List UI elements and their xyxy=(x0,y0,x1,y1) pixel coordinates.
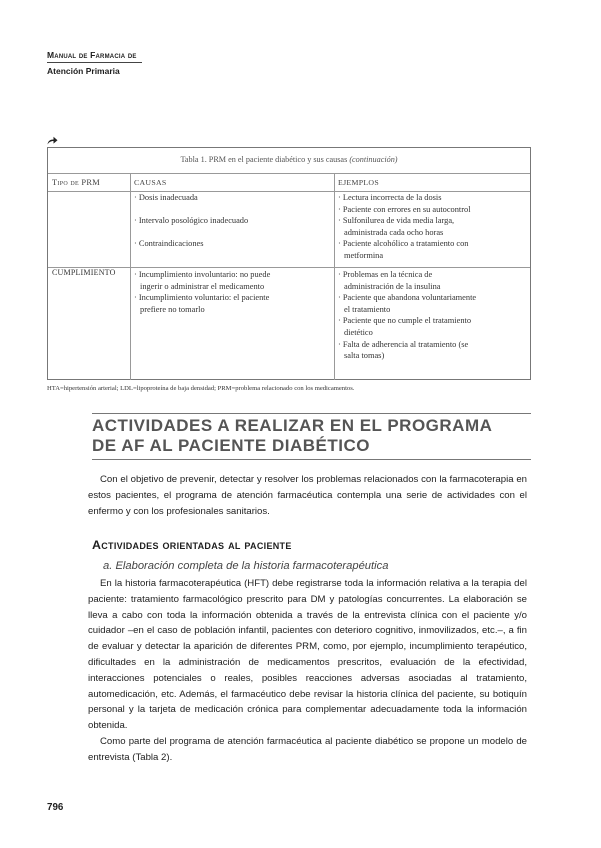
subsection-subtitle: a. Elaboración completa de la historia farmacoterapéutica xyxy=(103,560,389,572)
section-rule-top xyxy=(92,413,531,414)
table-column-divider xyxy=(130,173,131,380)
table-column-divider xyxy=(334,173,335,380)
running-header-title: Manual de Farmacia de xyxy=(47,50,137,60)
table-rule xyxy=(48,267,530,268)
section-rule-bottom xyxy=(92,459,531,460)
page-number: 796 xyxy=(47,802,64,813)
subsection-title: Actividades orientadas al paciente xyxy=(92,538,292,552)
header-divider xyxy=(47,62,142,63)
running-header-subtitle: Atención Primaria xyxy=(47,66,120,76)
body-paragraph: En la historia farmacoterapéutica (HFT) debe registrarse toda la información relativa a la terapia del paciente: tratamiento farmacológico prescrito para DM y patologías concurrentes. La elaboración se lleva a cabo con toda la información obtenida a través de la entrevista clínica con el paciente y/o cuidador –en el caso de población infantil, pacientes con deterioro cognitivo, inmovilizados, etc.–, a fin de evaluar y detectar la aparición de diferentes PRM, como, por ejemplo, incumplimiento terapéutico, dificultades en la administración de medicamentos prescritos, evaluación de la efectividad, interacciones potenciales o reales, posibles reacciones adversas asociadas al tratamiento, automedicación, etc. Además, el farmacéutico debe revisar la historia clínica del paciente, su botiquín personal y la tarjeta de medicación crónica para complementar adecuadamente toda la información obtenida. Como parte del programa de atención farmacéutica al paciente diabético se propone un modelo de entrevista (Tabla 2). xyxy=(88,578,527,763)
intro-paragraph: Con el objetivo de prevenir, detectar y resolver los problemas relacionados con la farmacoterapia en estos pacientes, el programa de atención farmacéutica contempla una serie de actividades con el enfermo y con los profesionales sanitarios. xyxy=(88,474,527,517)
section-title: ACTIVIDADES A REALIZAR EN EL PROGRAMA DE AF AL PACIENTE DIABÉTICO xyxy=(92,416,493,455)
table-header-tipo: Tipo de PRM xyxy=(52,178,100,187)
table-cell-prm: CUMPLIMIENTO xyxy=(52,268,116,277)
table-cell-ejemplos: · Problemas en la técnica de administración de la insulina · Paciente que abandona voluntariamente el tratamiento · Paciente que no cumple el tratamiento dietético · Falta de adherencia al tratamiento (se salta tomas) xyxy=(338,270,477,361)
table-cell-causas: · Dosis inadecuada · Intervalo posológico inadecuado · Contraindicaciones xyxy=(134,193,249,249)
prm-table xyxy=(47,147,531,380)
table-cell-causas: · Incumplimiento involuntario: no puede ingerir o administrar el medicamento · Incumplimiento voluntario: el paciente prefiere no tomarlo xyxy=(134,270,271,314)
table-rule xyxy=(48,173,530,174)
table-header-ejemplos: EJEMPLOS xyxy=(338,178,379,187)
table-footnote: HTA=hipertensión arterial; LDL=lipoproteína de baja densidad; PRM=problema relacionado con los medicamentos. xyxy=(47,385,355,392)
table-cell-ejemplos: · Lectura incorrecta de la dosis · Paciente con errores en su autocontrol · Sulfonilurea de vida media larga, administrada cada ocho horas · Paciente alcohólico a tratamiento con metformina xyxy=(338,193,471,260)
table-title: Tabla 1. PRM en el paciente diabético y sus causas (continuación) xyxy=(180,155,398,164)
table-header-causas: CAUSAS xyxy=(134,178,167,187)
